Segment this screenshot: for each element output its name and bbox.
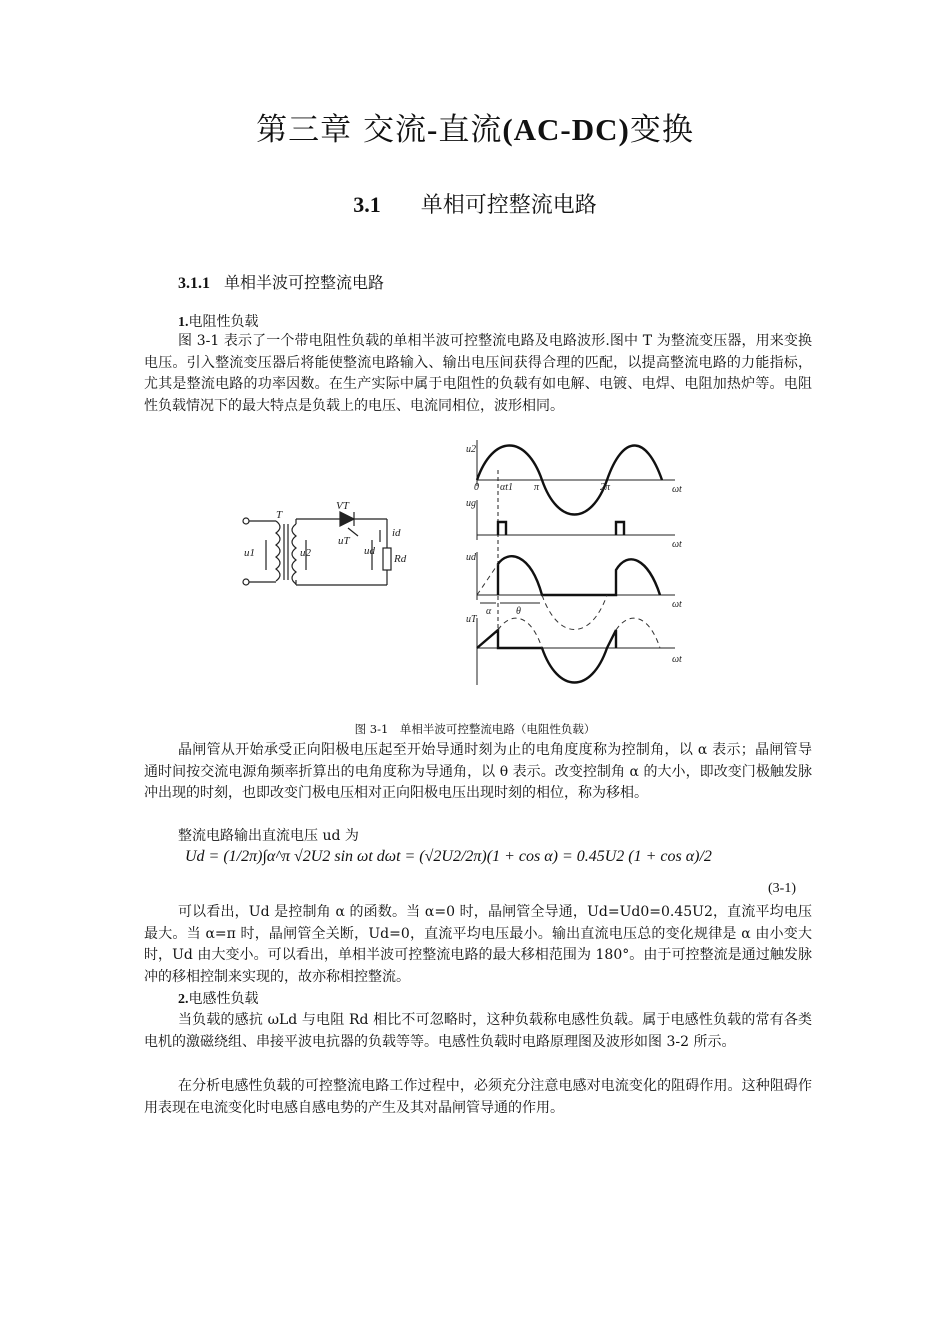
wave-label-ud: ud — [466, 552, 476, 563]
paragraph-dc-voltage-intro: 整流电路输出直流电压 ud 为 — [178, 828, 359, 844]
equation-3-1: Ud = (1/2π)∫α^π √2U2 sin ωt dωt = (√2U2/2π)(1 + cos α) = 0.45U2 (1 + cos α)/2 — [185, 848, 712, 865]
waveform-dashed — [477, 564, 660, 648]
wave-label-zero: 0 — [474, 482, 479, 493]
wave-label-alpha: α — [486, 606, 492, 617]
label-thyristor: VT — [336, 500, 349, 512]
item-heading-inductive: 2.电感性负载 — [178, 991, 259, 1007]
label-transformer: T — [276, 509, 283, 521]
wave-label-uT: uT — [466, 614, 477, 625]
paragraph-inductance-effect: 在分析电感性负载的可控整流电路工作过程中，必须充分注意电感对电流变化的阻碍作用。这种阻碍作用表现在电流变化时电感自感电势的产生及其对晶闸管导通的作用。 — [144, 1078, 812, 1116]
wave-label-pi: π — [534, 482, 540, 493]
label-Rd: Rd — [394, 553, 407, 565]
label-u1: u1 — [244, 547, 255, 559]
paragraph-intro: 图 3-1 表示了一个带电阻性负载的单相半波可控整流电路及电路波形.图中 T 为整流变压器，用来变换电压。引入整流变压器后将能使整流电路输入、输出电压间获得合理的匹配，以提高整流电路的力能指标，尤其是整流电路的功率因数。在生产实际中属于电阻性的负载有如电解、电镀、电焊、电阻加热炉等。电阻性负载情况下的最大特点是负载上的电压、电流同相位，波形相同。 — [144, 333, 812, 414]
wave-label-2pi: 2π — [600, 482, 611, 493]
wave-label-theta: θ — [516, 606, 521, 617]
equation-number: (3-1) — [768, 881, 796, 896]
label-uT: uT — [338, 535, 350, 547]
wave-label-alpha-t1: αt1 — [500, 482, 514, 493]
paragraph-inductive-load: 当负载的感抗 ωLd 与电阻 Rd 相比不可忽略时，这种负载称电感性负载。属于电感性负载的常有各类电机的激磁绕组、串接平波电抗器的负载等等。电感性负载时电路原理图及波形如图 3-2 所示。 — [144, 1012, 812, 1050]
wave-label-omega-t-2: ωt — [672, 539, 682, 550]
subsection-heading: 3.1.1 单相半波可控整流电路 — [178, 273, 385, 292]
item-heading-resistive: 1.电阻性负载 — [178, 314, 259, 330]
wave-label-u2: u2 — [466, 444, 476, 455]
wave-label-omega-t-1: ωt — [672, 484, 682, 495]
chapter-title: 第三章 交流-直流(AC-DC)变换 — [256, 112, 694, 148]
wave-label-omega-t-4: ωt — [672, 654, 682, 665]
label-id: id — [392, 527, 401, 539]
figure-3-1 — [230, 440, 700, 722]
label-ud: ud — [364, 545, 375, 557]
paragraph-analysis: 可以看出，Ud 是控制角 α 的函数。当 α=0 时，晶闸管全导通，Ud=Ud0=0.45U2，直流平均电压最大。当 α=π 时，晶闸管全关断，Ud=0，直流平均电压最小。输出直流电压总的变化规律是 α 由小变大时，Ud 由大变小。可以看出，单相半波可控整流电路的最大移相范围为 180°。由于可控整流是通过触发脉冲的移相控制来实现的，故亦称相控整流。 — [144, 904, 812, 985]
wave-label-omega-t-3: ωt — [672, 599, 682, 610]
figure-caption: 图 3-1 单相半波可控整流电路（电阻性负载） — [354, 722, 596, 736]
wave-label-ug: ug — [466, 498, 476, 509]
label-u2: u2 — [300, 547, 311, 559]
paragraph-control-angle: 晶闸管从开始承受正向阳极电压起至开始导通时刻为止的电角度度称为控制角，以 α 表示；晶闸管导通时间按交流电源角频率折算出的电角度称为导通角，以 θ 表示。改变控制角 α 的大小，即改变门极触发脉冲出现的时刻，也即改变门极电压相对正向阳极电压出现时刻的相位，称为移相。 — [144, 742, 812, 801]
section-heading: 3.1 单相可控整流电路 — [353, 192, 597, 218]
